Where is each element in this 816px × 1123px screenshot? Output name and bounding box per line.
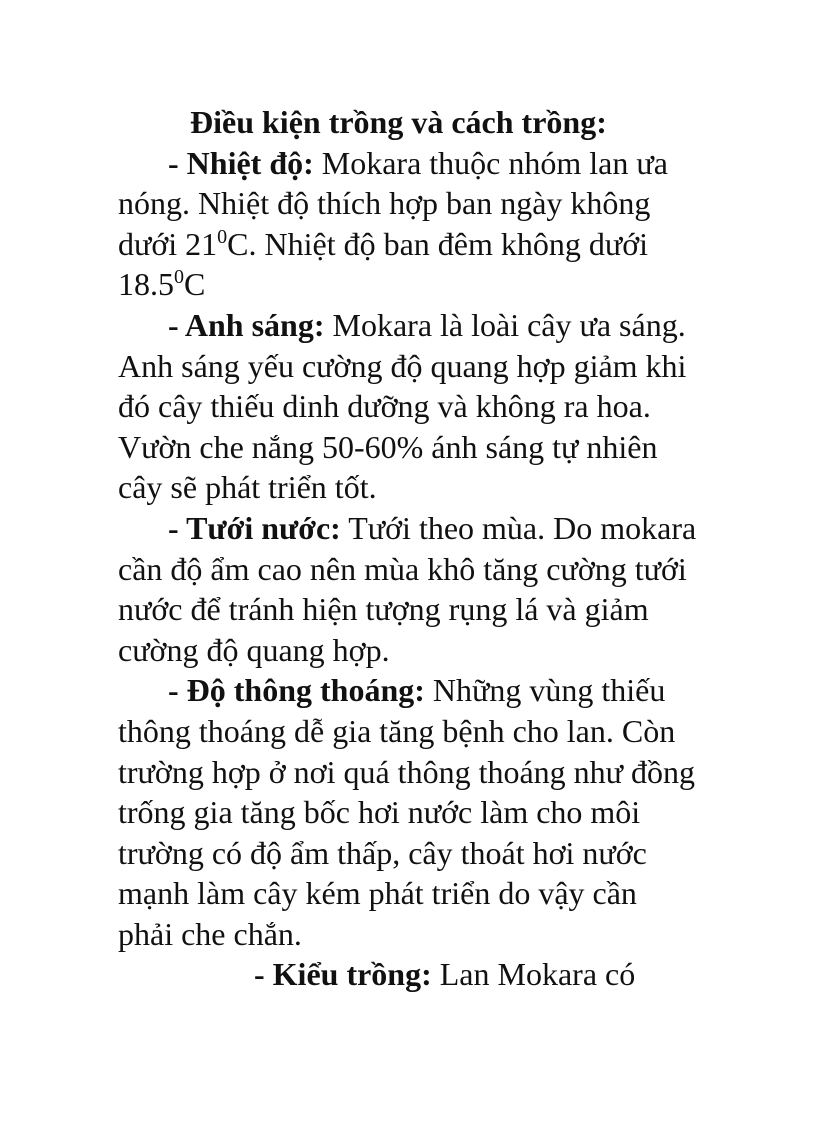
temperature-text-1: Mokara thuộc nhóm lan ưa nóng. Nhiệt độ thích hợp ban ngày không dưới 21 [118,144,668,262]
temperature-degree-2: 0 [174,266,184,289]
temperature-text-2: C. Nhiệt độ ban đêm không dưới 18.5 [118,225,649,303]
ventilation-text: Những vùng thiếu thông thoáng dễ gia tăng bệnh cho lan. Còn trường hợp ở nơi quá thông thoáng như đồng trống gia tăng bốc hơi nước làm cho môi trường có độ ẩm thấp, cây thoát hơi nước mạnh làm cây kém phát triển do vậy cần phải che chắn. [118,672,695,952]
ventilation-label: - Độ thông thoáng: [168,672,425,709]
planting-label: - Kiểu trồng: [254,956,432,993]
section-heading: Điều kiện trồng và cách trồng: [190,104,607,140]
paragraph-temperature [118,143,698,305]
light-label: - Anh sáng: [168,306,325,343]
planting-text: Lan Mokara có [431,956,636,993]
temperature-label: - Nhiệt độ: [168,144,314,181]
watering-label: - Tưới nước: [168,509,341,546]
temperature-degree-1: 0 [217,225,228,248]
light-text: Mokara là loài cây ưa sáng. Anh sáng yếu cường độ quang hợp giảm khi đó cây thiếu dinh dưỡng và không ra hoa. Vườn che nắng 50-60% ánh sáng tự nhiên cây sẽ phát triển tốt. [118,306,687,506]
document-page [118,102,698,995]
paragraph-watering [118,508,698,670]
paragraph-planting [118,954,698,995]
paragraph-ventilation [118,670,698,954]
paragraph-light [118,305,698,508]
watering-text: Tưới theo mùa. Do mokara cần độ ẩm cao nên mùa khô tăng cường tưới nước để tránh hiện tượng rụng lá và giảm cường độ quang hợp. [118,509,697,668]
temperature-text-3: C [184,266,206,303]
